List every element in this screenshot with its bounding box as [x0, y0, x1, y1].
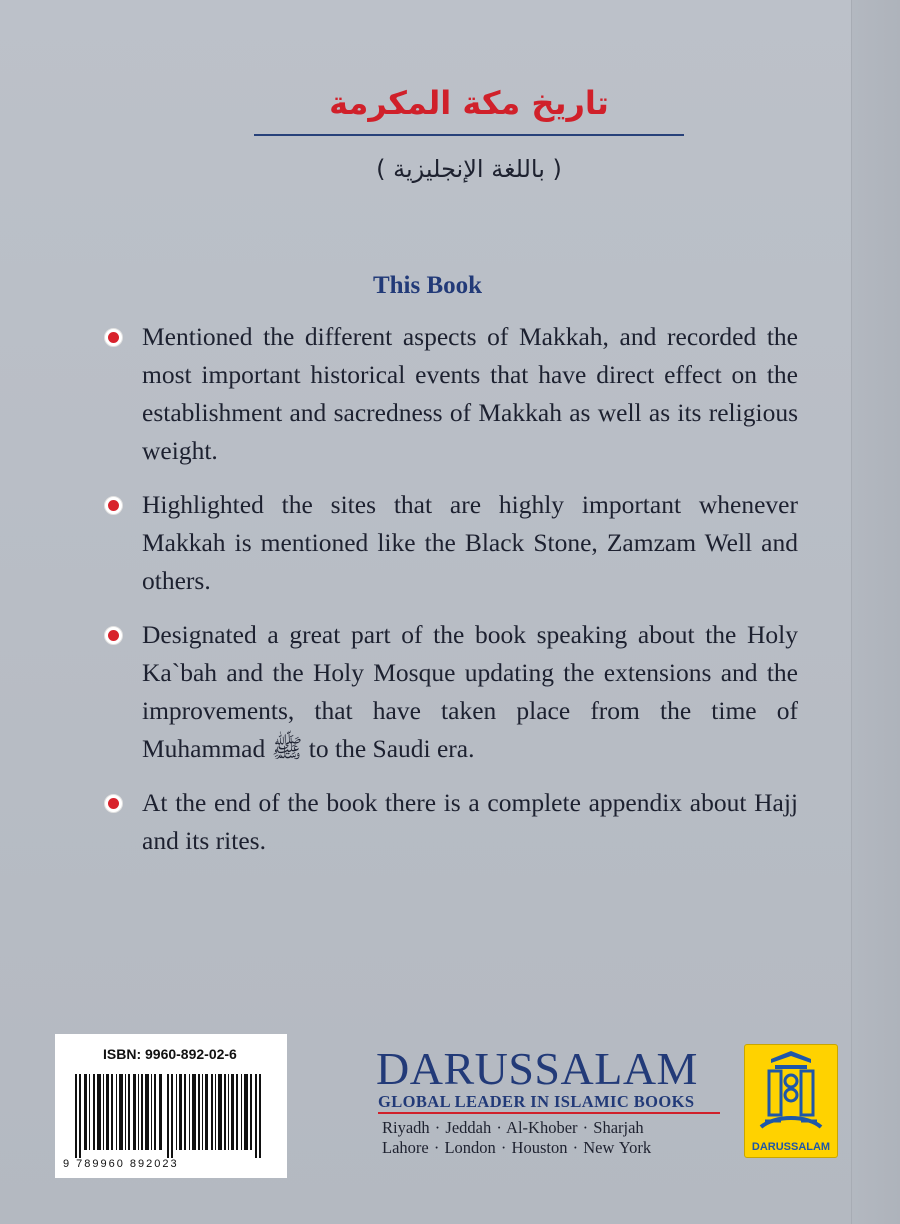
cover-fold-edge: [851, 0, 900, 1224]
red-bullet-icon: [104, 328, 123, 347]
publisher-name: DARUSSALAM: [376, 1043, 698, 1094]
publisher-divider: [378, 1112, 720, 1114]
section-heading: This Book: [372, 272, 483, 299]
bullet-text: Designated a great part of the book speaking about the Holy Ka`bah and the Holy Mosque updating the extensions and the improvements, that have taken place from the time of Muhammad ﷺ to the Saudi era.: [142, 620, 798, 763]
bullet-text: At the end of the book there is a complete appendix about Hajj and its rites.: [142, 788, 798, 855]
red-bullet-icon: [104, 496, 123, 515]
bullet-item: [100, 486, 798, 600]
isbn-label: ISBN: 9960-892-02-6: [103, 1046, 237, 1062]
bullet-item: [100, 318, 798, 470]
logo-label: DARUSSALAM: [751, 1141, 831, 1153]
bullet-item: [100, 784, 798, 860]
arabic-title: تاريخ مكة المكرمة: [329, 84, 609, 122]
publisher-logo: [744, 1044, 838, 1158]
bullet-text: Mentioned the different aspects of Makkah, and recorded the most important historical events that have direct effect on the establishment and sacredness of Makkah as well as its religious weight.: [142, 322, 798, 465]
barcode-icon: [75, 1074, 269, 1158]
publisher-cities-line-1: Riyadh · Jeddah · Al-Khober · Sharjah: [382, 1118, 644, 1137]
red-bullet-icon: [104, 794, 123, 813]
barcode-panel: [55, 1034, 287, 1178]
publisher-tagline: GLOBAL LEADER IN ISLAMIC BOOKS: [378, 1092, 695, 1111]
publisher-cities-line-2: Lahore · London · Houston · New York: [382, 1138, 652, 1157]
bullet-text: Highlighted the sites that are highly important whenever Makkah is mentioned like the Black Stone, Zamzam Well and others.: [142, 490, 798, 595]
bullet-item: [100, 616, 798, 768]
red-bullet-icon: [104, 626, 123, 645]
barcode-number: 9 789960 892023: [63, 1158, 179, 1170]
arabic-subtitle: ( باللغة الإنجليزية ): [376, 155, 562, 183]
title-divider: [254, 134, 684, 136]
bullet-list: [100, 318, 798, 876]
darussalam-logo-icon: [745, 1045, 837, 1137]
